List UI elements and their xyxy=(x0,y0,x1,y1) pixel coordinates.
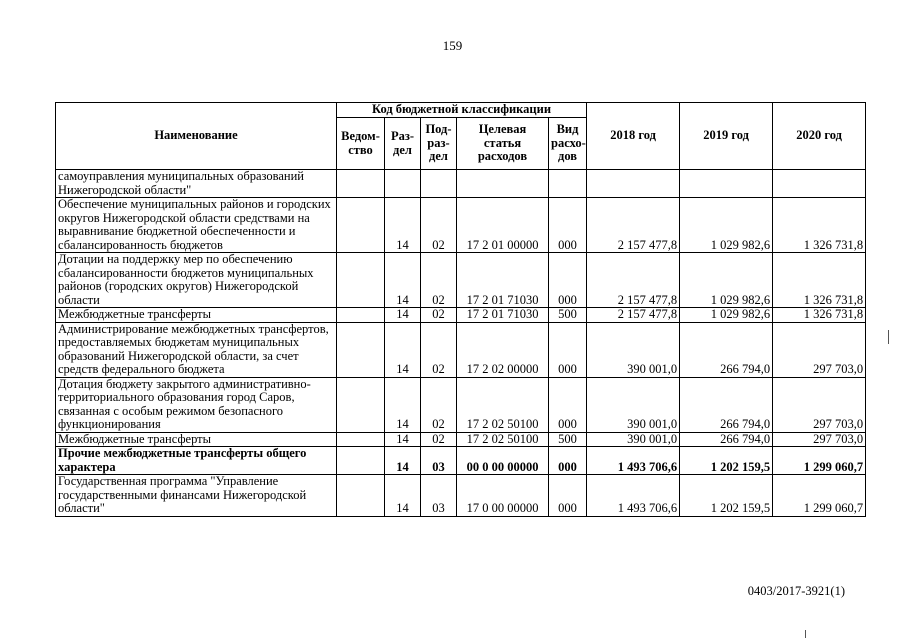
row-2020-value: 297 703,0 xyxy=(773,322,866,377)
row-2018-value: 390 001,0 xyxy=(587,322,680,377)
row-2019-value: 266 794,0 xyxy=(680,322,773,377)
row-vid-rashodov: 000 xyxy=(549,475,587,517)
row-2018-value: 1 493 706,6 xyxy=(587,447,680,475)
row-2019-value: 1 029 982,6 xyxy=(680,198,773,253)
row-name: Прочие межбюджетные трансферты общего характера xyxy=(56,447,337,475)
table-row xyxy=(56,377,866,432)
scan-edge-mark-bottom xyxy=(805,630,806,638)
row-celevaya-statya: 00 0 00 00000 xyxy=(457,447,549,475)
row-2020-value: 1 326 731,8 xyxy=(773,253,866,308)
row-2018-value: 2 157 477,8 xyxy=(587,253,680,308)
row-podrazdel: 02 xyxy=(421,322,457,377)
row-vedomstvo xyxy=(337,322,385,377)
table-row xyxy=(56,198,866,253)
row-vid-rashodov: 000 xyxy=(549,253,587,308)
row-razdel: 14 xyxy=(385,377,421,432)
row-vedomstvo xyxy=(337,198,385,253)
row-vedomstvo xyxy=(337,170,385,198)
table-row xyxy=(56,432,866,447)
row-razdel: 14 xyxy=(385,253,421,308)
row-vedomstvo xyxy=(337,377,385,432)
scan-edge-mark xyxy=(888,330,889,344)
row-razdel: 14 xyxy=(385,475,421,517)
row-celevaya-statya xyxy=(457,170,549,198)
header-celevaya-statya: Целевая статья расходов xyxy=(457,118,549,170)
row-2020-value: 1 326 731,8 xyxy=(773,198,866,253)
row-vid-rashodov: 500 xyxy=(549,432,587,447)
row-podrazdel: 02 xyxy=(421,377,457,432)
header-2018: 2018 год xyxy=(587,103,680,170)
table-row xyxy=(56,308,866,323)
row-vedomstvo xyxy=(337,432,385,447)
header-vedomstvo: Ведом-ство xyxy=(337,118,385,170)
row-razdel xyxy=(385,170,421,198)
row-celevaya-statya: 17 2 01 71030 xyxy=(457,308,549,323)
row-vedomstvo xyxy=(337,253,385,308)
row-vid-rashodov: 000 xyxy=(549,447,587,475)
row-razdel: 14 xyxy=(385,308,421,323)
row-vedomstvo xyxy=(337,308,385,323)
header-2019: 2019 год xyxy=(680,103,773,170)
header-2020: 2020 год xyxy=(773,103,866,170)
row-2018-value xyxy=(587,170,680,198)
table-row xyxy=(56,447,866,475)
row-2018-value: 390 001,0 xyxy=(587,432,680,447)
header-vid-rashodov: Вид расхо-дов xyxy=(549,118,587,170)
row-name: Администрирование межбюджетных трансфертов, предоставляемых бюджетам муниципальных образований Нижегородской области, за счет средств федерального бюджета xyxy=(56,322,337,377)
row-razdel: 14 xyxy=(385,322,421,377)
row-celevaya-statya: 17 2 01 71030 xyxy=(457,253,549,308)
row-celevaya-statya: 17 2 02 50100 xyxy=(457,432,549,447)
table-row xyxy=(56,322,866,377)
row-name: Межбюджетные трансферты xyxy=(56,308,337,323)
row-vedomstvo xyxy=(337,475,385,517)
row-podrazdel: 02 xyxy=(421,308,457,323)
row-razdel: 14 xyxy=(385,447,421,475)
row-2018-value: 2 157 477,8 xyxy=(587,308,680,323)
row-2020-value: 1 299 060,7 xyxy=(773,447,866,475)
row-2018-value: 2 157 477,8 xyxy=(587,198,680,253)
row-2020-value: 1 326 731,8 xyxy=(773,308,866,323)
row-name: Обеспечение муниципальных районов и городских округов Нижегородской области средствами на выравнивание бюджетной обеспеченности и сбалансированность бюджетов xyxy=(56,198,337,253)
row-celevaya-statya: 17 2 02 00000 xyxy=(457,322,549,377)
row-name: Государственная программа "Управление государственными финансами Нижегородской области" xyxy=(56,475,337,517)
page-number: 159 xyxy=(442,38,463,53)
row-celevaya-statya: 17 0 00 00000 xyxy=(457,475,549,517)
row-podrazdel: 03 xyxy=(421,447,457,475)
row-celevaya-statya: 17 2 02 50100 xyxy=(457,377,549,432)
table-row xyxy=(56,170,866,198)
row-podrazdel: 02 xyxy=(421,253,457,308)
table-row xyxy=(56,475,866,517)
row-vid-rashodov: 000 xyxy=(549,322,587,377)
row-2020-value: 297 703,0 xyxy=(773,432,866,447)
row-2020-value: 1 299 060,7 xyxy=(773,475,866,517)
row-razdel: 14 xyxy=(385,198,421,253)
row-vedomstvo xyxy=(337,447,385,475)
row-name: Дотации на поддержку мер по обеспечению сбалансированности бюджетов муниципальных районов (городских округов) Нижегородской области xyxy=(56,253,337,308)
row-2019-value xyxy=(680,170,773,198)
row-2018-value: 1 493 706,6 xyxy=(587,475,680,517)
row-podrazdel xyxy=(421,170,457,198)
row-2019-value: 1 029 982,6 xyxy=(680,308,773,323)
row-razdel: 14 xyxy=(385,432,421,447)
row-name: Дотация бюджету закрытого административно-территориального образования город Саров, связанная с особым режимом безопасного функционирования xyxy=(56,377,337,432)
header-podrazdel: Под-раз-дел xyxy=(421,118,457,170)
row-vid-rashodov: 500 xyxy=(549,308,587,323)
header-razdel: Раз-дел xyxy=(385,118,421,170)
header-name: Наименование xyxy=(56,103,337,170)
row-vid-rashodov: 000 xyxy=(549,198,587,253)
row-celevaya-statya: 17 2 01 00000 xyxy=(457,198,549,253)
document-code: 0403/2017-3921(1) xyxy=(747,584,845,598)
table-body xyxy=(56,170,866,517)
row-name: Межбюджетные трансферты xyxy=(56,432,337,447)
row-2019-value: 266 794,0 xyxy=(680,432,773,447)
row-podrazdel: 02 xyxy=(421,432,457,447)
table-row xyxy=(56,253,866,308)
row-podrazdel: 03 xyxy=(421,475,457,517)
row-podrazdel: 02 xyxy=(421,198,457,253)
row-2018-value: 390 001,0 xyxy=(587,377,680,432)
row-2019-value: 1 202 159,5 xyxy=(680,447,773,475)
row-2019-value: 1 202 159,5 xyxy=(680,475,773,517)
header-budget-code-group: Код бюджетной классификации xyxy=(337,103,587,118)
row-2020-value xyxy=(773,170,866,198)
row-2019-value: 266 794,0 xyxy=(680,377,773,432)
row-vid-rashodov: 000 xyxy=(549,377,587,432)
row-2020-value: 297 703,0 xyxy=(773,377,866,432)
budget-table xyxy=(55,102,866,517)
row-2019-value: 1 029 982,6 xyxy=(680,253,773,308)
row-name: самоуправления муниципальных образований Нижегородской области" xyxy=(56,170,337,198)
row-vid-rashodov xyxy=(549,170,587,198)
